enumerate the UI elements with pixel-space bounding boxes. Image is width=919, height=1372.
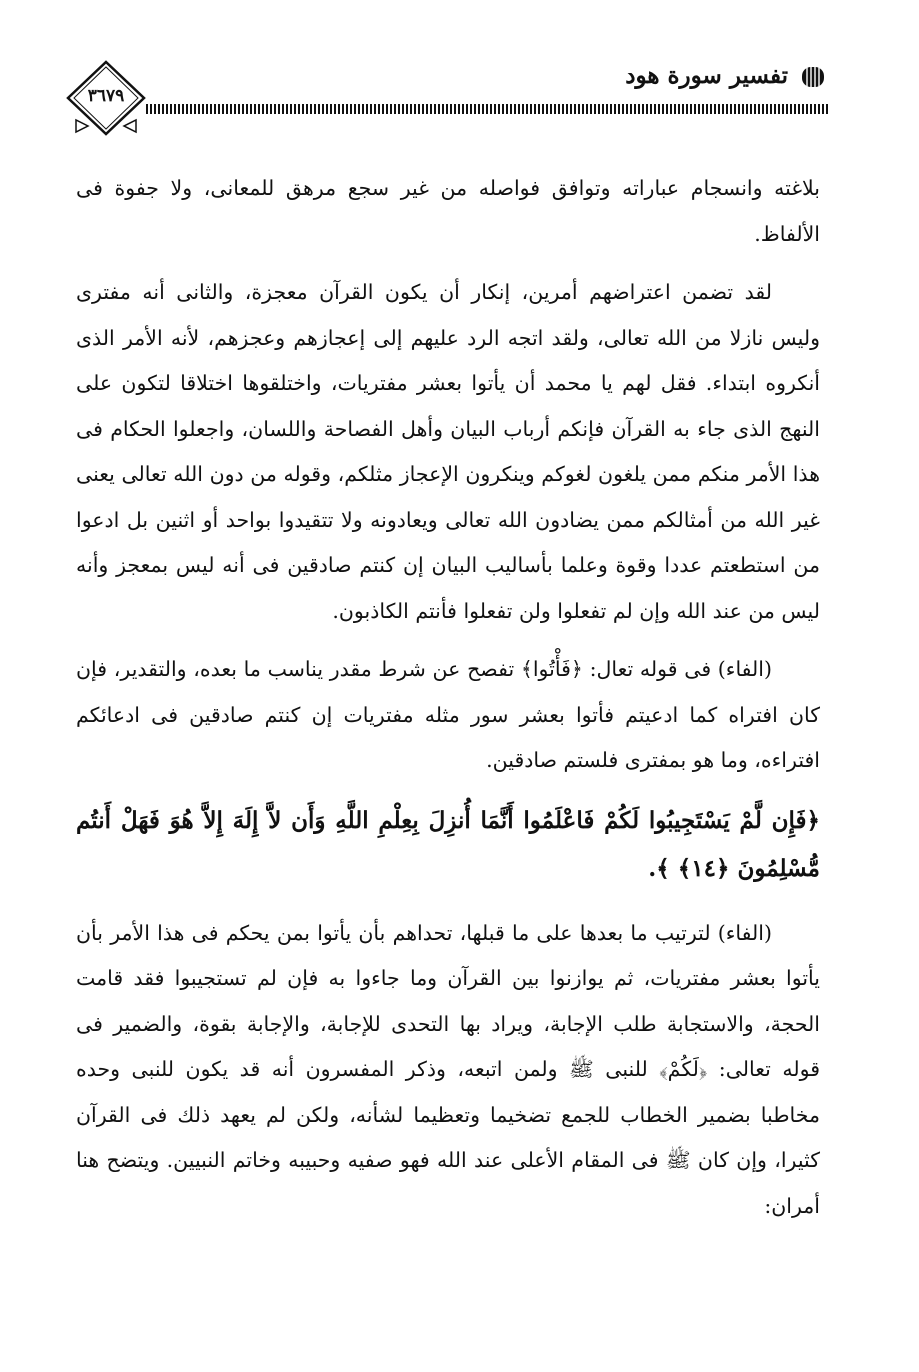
page-number: ٣٦٧٩	[87, 86, 125, 106]
page-body	[76, 166, 820, 1242]
header-rule	[146, 104, 830, 114]
paragraph: (الفاء) لترتيب ما بعدها على ما قبلها، تحداهم بأن يأتوا بمن يحكم فى هذا الأمر بأن يأتوا بعشر مفتريات، ثم يوازنوا بين القرآن وما جاءوا به فإن لم تستجيبوا فقد قامت الحجة، والاستجابة طلب الإجابة، ويراد بها التحدى للإجابة، والإجابة بقوة، والضمير فى قوله تعالى: ﴿لَكُمْ﴾ للنبى ﷺ ولمن اتبعه، وذكر المفسرون أنه قد يكون للنبى وحده مخاطبا بضمير الخطاب للجمع تضخيما وتعظيما لشأنه، ولكن لم يعهد ذلك فى القرآن كثيرا، وإن كان ﷺ فى المقام الأعلى عند الله فهو صفيه وحبيبه وخاتم النبيين. ويتضح هنا أمران:	[76, 920, 820, 1218]
page-header	[64, 58, 834, 138]
paragraph: لقد تضمن اعتراضهم أمرين، إنكار أن يكون القرآن معجزة، والثانى أنه مفترى وليس نازلا من الله تعالى، ولقد اتجه الرد عليهم إلى إعجازهم وعجزهم، لأنه الأمر الذى أنكروه ابتداء. فقل لهم يا محمد أن يأتوا بعشر مفتريات، واختلقوها اختلاقا لتكون على النهج الذى جاء به القرآن فإنكم أرباب البيان وأهل الفصاحة واللسان، واجعلوا الحكام فى هذا الأمر منكم ممن يلغون لغوكم وينكرون الإعجاز مثلكم، وقوله من دون الله تعالى يعنى غير الله من أمثالكم ممن يضادون الله تعالى ويعادونه ولا تتقيدوا بواحد أو اثنين بل ادعوا من استطعتم عددا وقوة وعلما بأساليب البيان إن كنتم صادقين فى أنه ليس بمعجز وأنه ليس من عند الله وإن لم تفعلوا ولن تفعلوا فأنتم الكاذبون.	[76, 280, 820, 623]
paragraph: بلاغته وانسجام عباراته وتوافق فواصله من غير سجع مرهق للمعانى، ولا جفوة فى الألفاظ.	[76, 176, 820, 246]
running-title: تفسير سورة هود	[625, 62, 788, 89]
quran-verse: ﴿فَإِن لَّمْ يَسْتَجِيبُوا لَكُمْ فَاعْلَمُوا أَنَّمَا أُنزِلَ بِعِلْمِ اللَّهِ وَأَن لاَّ إِلَهَ إِلاَّ هُوَ فَهَلْ أَنتُم مُّسْلِمُونَ ﴿١٤﴾ ﴾.	[76, 806, 820, 882]
paragraph: (الفاء) فى قوله تعال: ﴿فَأْتُوا﴾ تفصح عن شرط مقدر يناسب ما بعده، والتقدير، فإن كان افتراه كما ادعيتم فأتوا بعشر سور مثله مفتريات إن كنتم صادقين فى ادعائكم افتراءه، وما هو بمفترى فلستم صادقين.	[76, 657, 820, 772]
ornament-icon	[798, 64, 828, 90]
